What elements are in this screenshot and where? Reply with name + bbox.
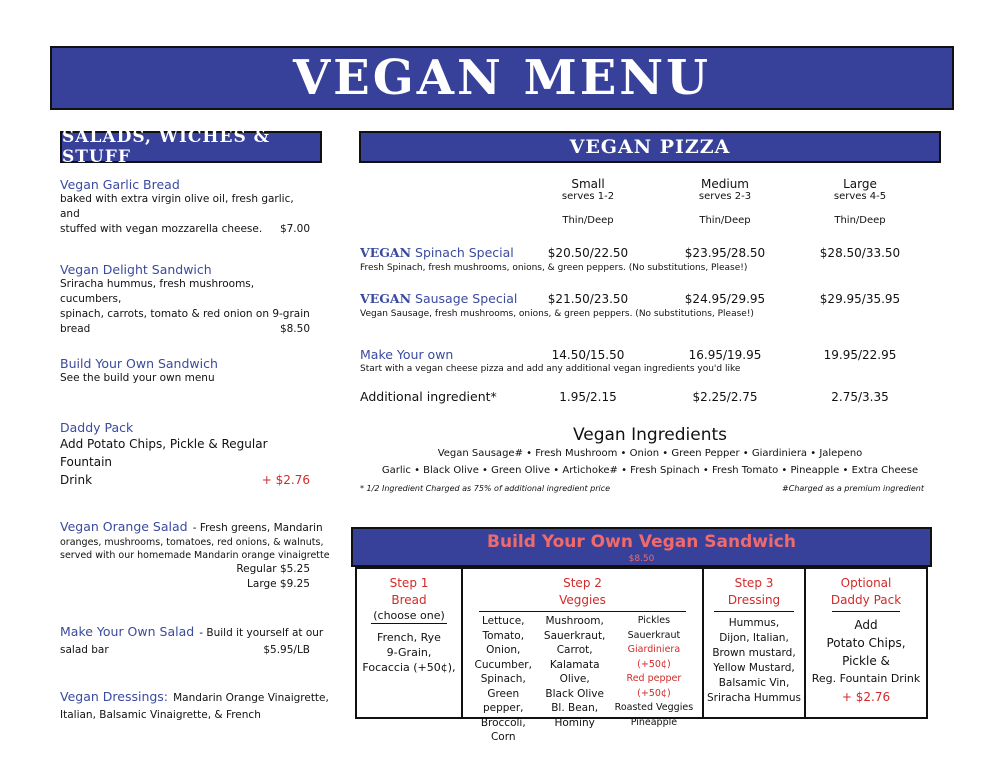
veggie-item: Pineapple xyxy=(630,716,678,728)
garlic-bread-desc: baked with extra virgin olive oil, fresh garlic, and xyxy=(60,193,294,220)
make-own-salad-desc0: - Build it yourself at our xyxy=(199,627,324,639)
ingredients-note2: #Charged as a premium ingredient xyxy=(782,484,924,493)
size-small-crust: Thin/Deep xyxy=(562,215,614,226)
veggie-item: Carrot, xyxy=(556,644,593,656)
orange-salad-desc1: oranges, mushrooms, tomatoes, red onions, & walnuts, xyxy=(60,537,324,548)
veggie-item: Sauerkraut xyxy=(627,629,681,641)
sausage-special-name xyxy=(360,291,517,306)
size-medium xyxy=(665,177,785,226)
byo-sandwich-item xyxy=(60,356,310,386)
optional-daddy-pack-box xyxy=(804,567,928,719)
daddy-pack-option-price: + $2.76 xyxy=(841,690,891,704)
make-own-salad-price: $5.95/LB xyxy=(263,644,310,656)
pizza-section-header xyxy=(359,131,941,163)
ingredients-note1: * 1/2 Ingredient Charged as 75% of additional ingredient price xyxy=(360,484,611,493)
veggie-item: Spinach, xyxy=(480,673,526,685)
dressing-item: Brown mustard, xyxy=(712,647,796,659)
size-large-name: Large xyxy=(843,177,877,191)
spinach-price-large: $28.50/33.50 xyxy=(819,246,901,260)
garlic-bread-desc2: stuffed with vegan mozzarella cheese. xyxy=(60,223,263,235)
size-small xyxy=(528,177,648,226)
dressing-item: Balsamic Vin, xyxy=(718,677,790,689)
build-sandwich-price: $8.50 xyxy=(628,554,655,564)
step2-label: Step 2 xyxy=(563,576,602,590)
sausage-price-large: $29.95/35.95 xyxy=(819,292,901,306)
orange-salad-regular: Regular $5.25 xyxy=(236,563,310,575)
dressing-item: Hummus, xyxy=(728,617,780,629)
delight-desc3: bread xyxy=(60,323,91,335)
delight-sandwich-title: Vegan Delight Sandwich xyxy=(60,262,212,277)
ingredients-title: Vegan Ingredients xyxy=(572,425,728,445)
spinach-bold: VEGAN xyxy=(360,245,412,260)
own-price-large: 19.95/22.95 xyxy=(823,348,897,362)
own-price-medium: 16.95/19.95 xyxy=(688,348,762,362)
sausage-bold: VEGAN xyxy=(360,291,412,306)
step1-subheading: (choose one) xyxy=(373,609,445,622)
delight-price: $8.50 xyxy=(279,323,310,335)
delight-sandwich-item xyxy=(60,262,310,337)
veggie-item: Hominy xyxy=(554,716,595,729)
daddy-pack-desc2: Drink xyxy=(60,473,93,487)
optional-divider xyxy=(832,611,900,612)
daddy-pack-title: Daddy Pack xyxy=(60,420,134,435)
optional-label: Optional xyxy=(840,576,892,590)
build-sandwich-title: Build Your Own Vegan Sandwich xyxy=(487,532,796,552)
daddy-pack-line: Add xyxy=(854,618,878,632)
additional-price-small: 1.95/2.15 xyxy=(559,390,617,404)
veggies-col1 xyxy=(469,614,537,745)
bread-item: Focaccia (+50¢), xyxy=(362,661,456,674)
dressings-title: Vegan Dressings: xyxy=(60,689,169,704)
size-large xyxy=(800,177,920,226)
delight-desc2: spinach, carrots, tomato & red onion on 9-grain xyxy=(60,308,310,320)
make-own-salad-item xyxy=(60,621,324,658)
sausage-desc: Vegan Sausage, fresh mushrooms, onions, & green peppers. (No substitutions, Please!) xyxy=(360,309,754,319)
garlic-bread-item xyxy=(60,177,310,237)
byo-sandwich-title: Build Your Own Sandwich xyxy=(60,356,218,371)
veggie-item: Pickles xyxy=(637,615,671,626)
spinach-name: Spinach Special xyxy=(415,245,514,260)
size-medium-serves: serves 2-3 xyxy=(698,191,752,202)
veggie-item-premium: Red pepper (+50¢) xyxy=(626,673,682,699)
daddy-pack-desc1: Add Potato Chips, Pickle & Regular Fountain xyxy=(60,437,268,469)
step3-heading: Dressing xyxy=(727,593,781,607)
dressing-item: Yellow Mustard, xyxy=(713,662,795,674)
title-banner xyxy=(50,46,954,110)
dressing-item: Sriracha Hummus xyxy=(707,692,801,704)
veggie-item: Lettuce, xyxy=(481,615,525,627)
byo-sandwich-desc: See the build your own menu xyxy=(60,372,215,384)
size-medium-crust: Thin/Deep xyxy=(699,215,751,226)
veggie-item: Broccoli, Corn xyxy=(480,716,526,743)
make-own-salad-title: Make Your Own Salad xyxy=(60,624,195,639)
veggie-item: Black Olive xyxy=(545,687,604,700)
spinach-price-medium: $23.95/28.50 xyxy=(684,246,766,260)
spinach-desc: Fresh Spinach, fresh mushrooms, onions, & green peppers. (No substitutions, Please!) xyxy=(360,263,748,273)
step2-veggies-box xyxy=(461,567,704,743)
ingredients-line2: Garlic • Black Olive • Green Olive • Artichoke# • Fresh Spinach • Fresh Tomato • Pineapple • Extra Cheese xyxy=(381,465,919,476)
step2-heading: Veggies xyxy=(559,593,606,607)
orange-salad-item xyxy=(60,516,330,592)
salads-header-text: SALADS, WICHES & STUFF xyxy=(62,127,270,167)
step3-label: Step 3 xyxy=(734,576,774,590)
additional-ingredient-name: Additional ingredient* xyxy=(360,389,497,404)
garlic-bread-price: $7.00 xyxy=(279,223,310,235)
veggies-col2 xyxy=(537,614,611,745)
spinach-price-small: $20.50/22.50 xyxy=(547,246,629,260)
orange-salad-large: Large $9.25 xyxy=(247,578,310,590)
step3-divider xyxy=(714,611,794,612)
make-own-pizza-desc: Start with a vegan cheese pizza and add any additional vegan ingredients you'd like xyxy=(360,364,741,374)
veggie-item: Sauerkraut, xyxy=(543,629,606,642)
size-medium-name: Medium xyxy=(701,177,749,191)
build-sandwich-banner xyxy=(351,527,932,567)
additional-price-large: 2.75/3.35 xyxy=(831,390,889,404)
sausage-price-small: $21.50/23.50 xyxy=(547,292,629,306)
garlic-bread-title: Vegan Garlic Bread xyxy=(60,177,180,192)
orange-salad-desc2: served with our homemade Mandarin orange vinaigrette xyxy=(60,550,330,561)
make-own-pizza-name: Make Your own xyxy=(360,347,454,362)
salads-section-header xyxy=(60,127,322,167)
size-large-serves: serves 4-5 xyxy=(833,191,887,202)
own-price-small: 14.50/15.50 xyxy=(551,348,625,362)
daddy-pack-line: Reg. Fountain Drink xyxy=(811,672,921,685)
delight-desc1: Sriracha hummus, fresh mushrooms, cucumbers, xyxy=(60,278,255,305)
sausage-price-medium: $24.95/29.95 xyxy=(684,292,766,306)
daddy-pack-line: Potato Chips, xyxy=(826,636,906,650)
veggie-item: Kalamata Olive, xyxy=(549,658,600,685)
optional-heading: Daddy Pack xyxy=(830,593,902,607)
dressings-desc0: Mandarin Orange Vinaigrette, xyxy=(173,692,329,704)
orange-salad-desc0: - Fresh greens, Mandarin xyxy=(192,522,323,534)
pizza-header-text: VEGAN PIZZA xyxy=(569,136,731,158)
sausage-name: Sausage Special xyxy=(415,291,518,306)
veggie-item: Cucumber, xyxy=(474,658,532,671)
bread-item: French, Rye xyxy=(377,631,441,644)
orange-salad-title: Vegan Orange Salad xyxy=(60,519,188,534)
daddy-pack-item xyxy=(60,420,310,489)
dressings-item xyxy=(60,686,329,723)
make-own-salad-desc1: salad bar xyxy=(60,644,109,656)
step3-dressing-box xyxy=(702,567,806,719)
bread-item: 9-Grain, xyxy=(386,646,432,659)
spinach-special-name xyxy=(360,245,514,260)
veggie-item: Green pepper, xyxy=(482,687,524,714)
veggie-item: Tomato, xyxy=(482,629,525,642)
size-small-name: Small xyxy=(571,177,605,191)
veggie-item: Bl. Bean, xyxy=(551,702,599,714)
veggie-item: Roasted Veggies xyxy=(614,702,694,713)
dressings-desc1: Italian, Balsamic Vinaigrette, & French xyxy=(60,709,261,721)
step1-heading: Bread xyxy=(391,593,427,607)
daddy-pack-line: Pickle & xyxy=(842,654,890,668)
size-small-serves: serves 1-2 xyxy=(561,191,615,202)
size-large-crust: Thin/Deep xyxy=(834,215,886,226)
ingredients-line1: Vegan Sausage# • Fresh Mushroom • Onion • Green Pepper • Giardiniera • Jalepeno xyxy=(437,448,863,459)
page-title: VEGAN MENU xyxy=(292,50,712,106)
veggies-col3 xyxy=(612,614,696,745)
veggie-item: Mushroom, xyxy=(545,615,604,627)
dressing-item: Dijon, Italian, xyxy=(719,632,789,644)
veggie-item-premium: Giardiniera (+50¢) xyxy=(627,644,681,670)
step1-label: Step 1 xyxy=(389,576,429,590)
daddy-pack-price: + $2.76 xyxy=(261,473,310,487)
additional-price-medium: $2.25/2.75 xyxy=(692,390,758,404)
step1-bread-box xyxy=(355,567,463,719)
veggie-item: Onion, xyxy=(486,644,521,656)
